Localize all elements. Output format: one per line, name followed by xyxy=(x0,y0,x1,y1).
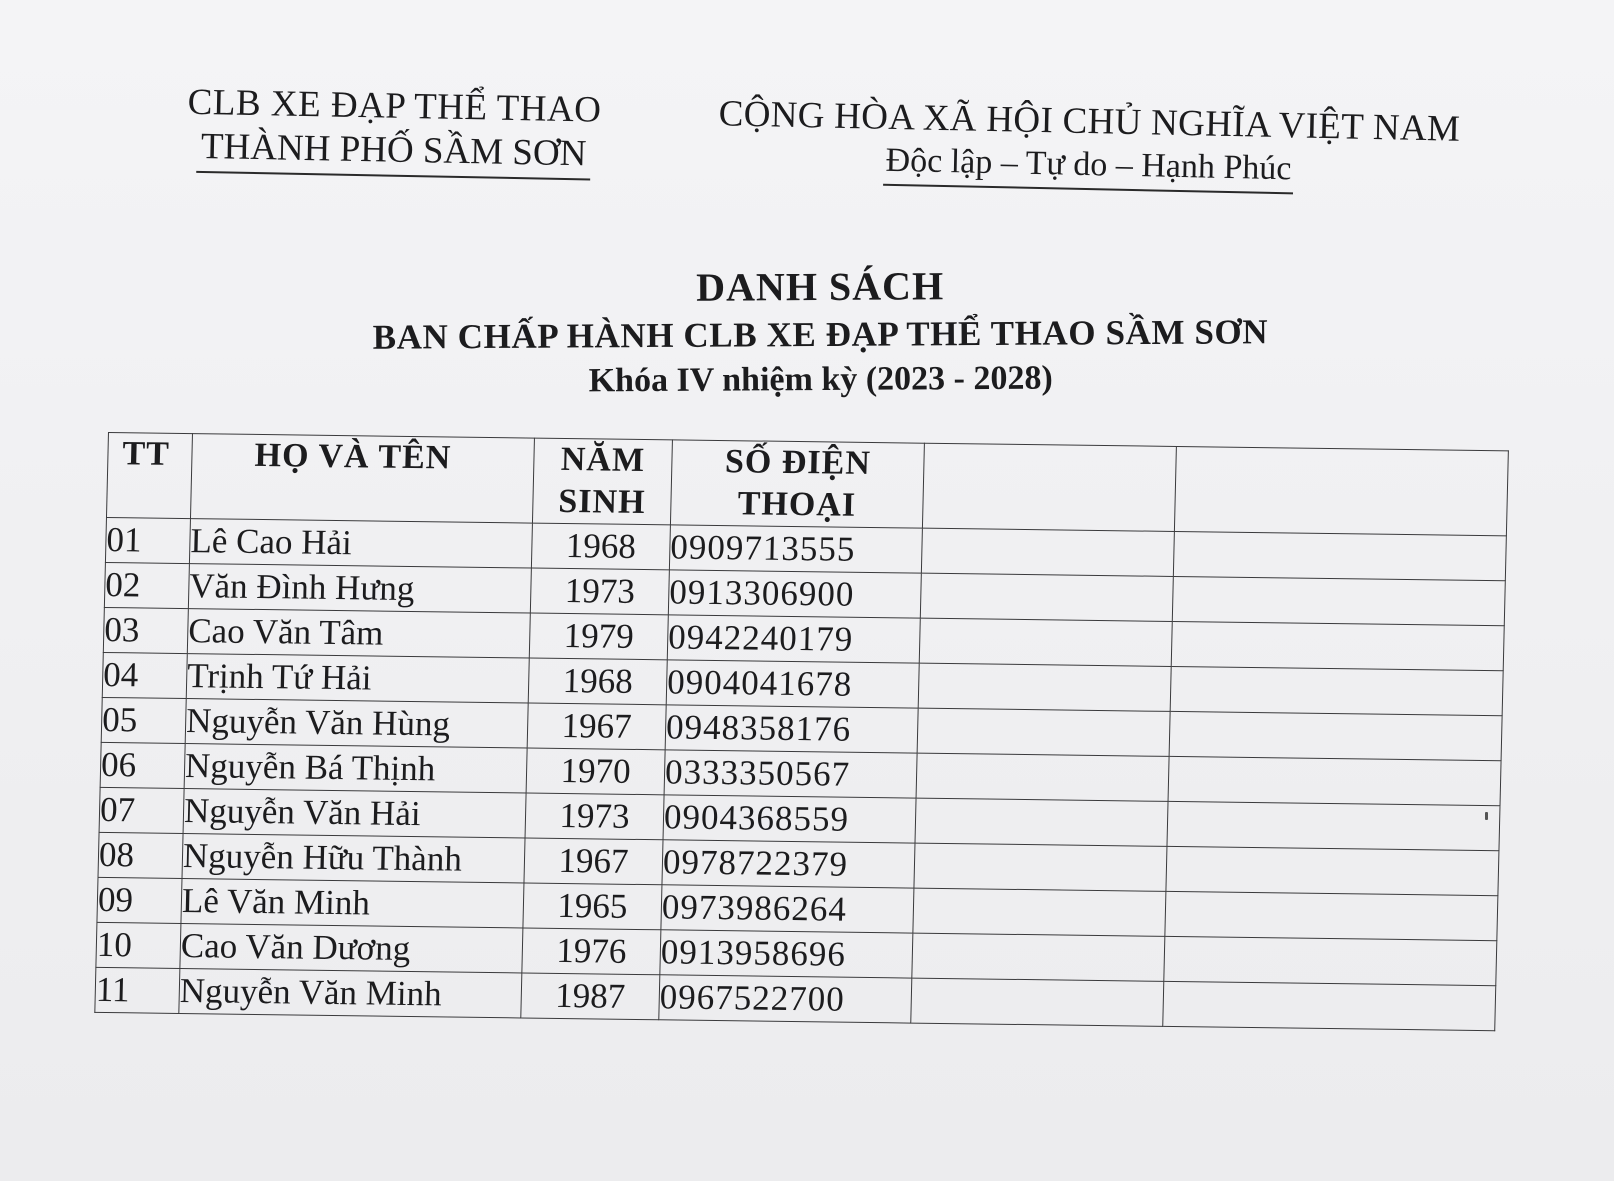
blank-cell-1 xyxy=(913,888,1166,936)
birth-year-cell: 1970 xyxy=(526,748,665,795)
member-name-cell: Nguyễn Văn Hải xyxy=(183,789,526,838)
header-tt xyxy=(106,433,192,519)
blank-cell-1 xyxy=(920,573,1173,621)
blank-cell-2 xyxy=(1173,531,1506,580)
document-term: Khóa IV nhiệm kỳ (2023 - 2028) xyxy=(588,359,1053,400)
blank-cell-2 xyxy=(1172,576,1505,625)
blank-cell-2 xyxy=(1165,891,1498,940)
phone-number-cell: 0978722379 xyxy=(662,840,915,888)
row-number-cell: 04 xyxy=(102,652,187,698)
blank-cell-1 xyxy=(915,798,1168,846)
document-title: DANH SÁCH xyxy=(696,263,945,310)
row-number-cell: 10 xyxy=(96,922,181,968)
header-name xyxy=(190,434,534,523)
header-tt-label: TT xyxy=(122,435,171,473)
birth-year-cell: 1987 xyxy=(521,973,660,1020)
blank-cell-2 xyxy=(1170,666,1503,715)
table-body xyxy=(95,517,1507,1030)
blank-cell-1 xyxy=(917,708,1170,756)
blank-cell-2 xyxy=(1163,981,1496,1030)
header-year xyxy=(532,438,672,525)
row-number-cell: 09 xyxy=(97,877,182,923)
row-number-cell: 02 xyxy=(104,562,189,608)
document-subtitle: BAN CHẤP HÀNH CLB XE ĐẠP THỂ THAO SẦM SƠN xyxy=(372,312,1269,357)
blank-cell-1 xyxy=(918,663,1171,711)
member-name-cell: Lê Văn Minh xyxy=(181,879,524,928)
blank-cell-2 xyxy=(1169,711,1502,760)
member-name-cell: Cao Văn Dương xyxy=(180,923,523,972)
row-number-cell: 03 xyxy=(103,607,188,653)
blank-cell-1 xyxy=(921,528,1174,576)
birth-year-cell: 1976 xyxy=(522,928,661,975)
phone-number-cell: 0913958696 xyxy=(660,930,913,978)
blank-cell-2 xyxy=(1166,846,1499,895)
row-number-cell: 01 xyxy=(105,517,190,563)
national-motto-header xyxy=(703,92,1475,198)
phone-number-cell: 0973986264 xyxy=(661,885,914,933)
blank-cell-2 xyxy=(1164,936,1497,985)
blank-cell-2 xyxy=(1167,801,1500,850)
birth-year-cell: 1973 xyxy=(525,793,664,840)
phone-number-cell: 0904041678 xyxy=(666,660,919,708)
phone-number-cell: 0942240179 xyxy=(667,615,920,663)
document-title-block xyxy=(300,259,1341,405)
member-name-cell: Nguyễn Văn Hùng xyxy=(185,699,528,748)
phone-number-cell: 0913306900 xyxy=(668,570,921,618)
header-name-label: HỌ VÀ TÊN xyxy=(254,436,452,477)
member-name-cell: Nguyễn Hữu Thành xyxy=(182,834,525,883)
row-number-cell: 08 xyxy=(98,832,183,878)
header-phone-line2: THOẠI xyxy=(737,485,857,524)
member-name-cell: Nguyễn Văn Minh xyxy=(179,968,522,1017)
phone-number-cell: 0948358176 xyxy=(665,705,918,753)
blank-cell-1 xyxy=(914,843,1167,891)
row-number-cell: 05 xyxy=(101,697,186,743)
blank-cell-1 xyxy=(919,618,1172,666)
blank-cell-1 xyxy=(911,978,1164,1026)
row-number-cell: 11 xyxy=(95,967,180,1013)
member-table-wrapper xyxy=(94,432,1509,1031)
member-table xyxy=(94,432,1509,1031)
member-name-cell: Trịnh Tứ Hải xyxy=(186,654,529,703)
member-name-cell: Nguyễn Bá Thịnh xyxy=(184,744,527,793)
birth-year-cell: 1979 xyxy=(529,613,668,660)
phone-number-cell: 0967522700 xyxy=(659,975,912,1023)
header-phone-line1: SỐ ĐIỆN xyxy=(724,443,872,482)
paper-speck xyxy=(1485,812,1488,820)
national-title: CỘNG HÒA XÃ HỘI CHỦ NGHĨA VIỆT NAM xyxy=(718,93,1461,150)
phone-number-cell: 0333350567 xyxy=(664,750,917,798)
birth-year-cell: 1973 xyxy=(530,568,669,615)
header-blank-1 xyxy=(922,443,1176,531)
blank-cell-1 xyxy=(912,933,1165,981)
blank-cell-2 xyxy=(1168,756,1501,805)
header-year-line1: NĂM xyxy=(560,440,646,480)
national-motto: Độc lập – Tự do – Hạnh Phúc xyxy=(883,140,1294,195)
organization-name-line2: THÀNH PHỐ SẦM SƠN xyxy=(196,125,590,181)
member-name-cell: Văn Đình Hưng xyxy=(188,564,531,613)
blank-cell-1 xyxy=(916,753,1169,801)
organization-header xyxy=(148,80,640,181)
row-number-cell: 07 xyxy=(99,787,184,833)
header-year-line2: SINH xyxy=(557,482,646,522)
birth-year-cell: 1965 xyxy=(523,883,662,930)
blank-cell-2 xyxy=(1171,621,1504,670)
birth-year-cell: 1967 xyxy=(527,703,666,750)
member-name-cell: Cao Văn Tâm xyxy=(187,609,530,658)
organization-name-line1: CLB XE ĐẠP THỂ THAO xyxy=(187,81,602,131)
birth-year-cell: 1968 xyxy=(528,658,667,705)
member-name-cell: Lê Cao Hải xyxy=(189,519,532,568)
header-phone xyxy=(670,440,924,528)
row-number-cell: 06 xyxy=(100,742,185,788)
phone-number-cell: 0909713555 xyxy=(669,525,922,573)
phone-number-cell: 0904368559 xyxy=(663,795,916,843)
birth-year-cell: 1968 xyxy=(531,523,670,570)
birth-year-cell: 1967 xyxy=(524,838,663,885)
header-blank-2 xyxy=(1174,446,1508,535)
